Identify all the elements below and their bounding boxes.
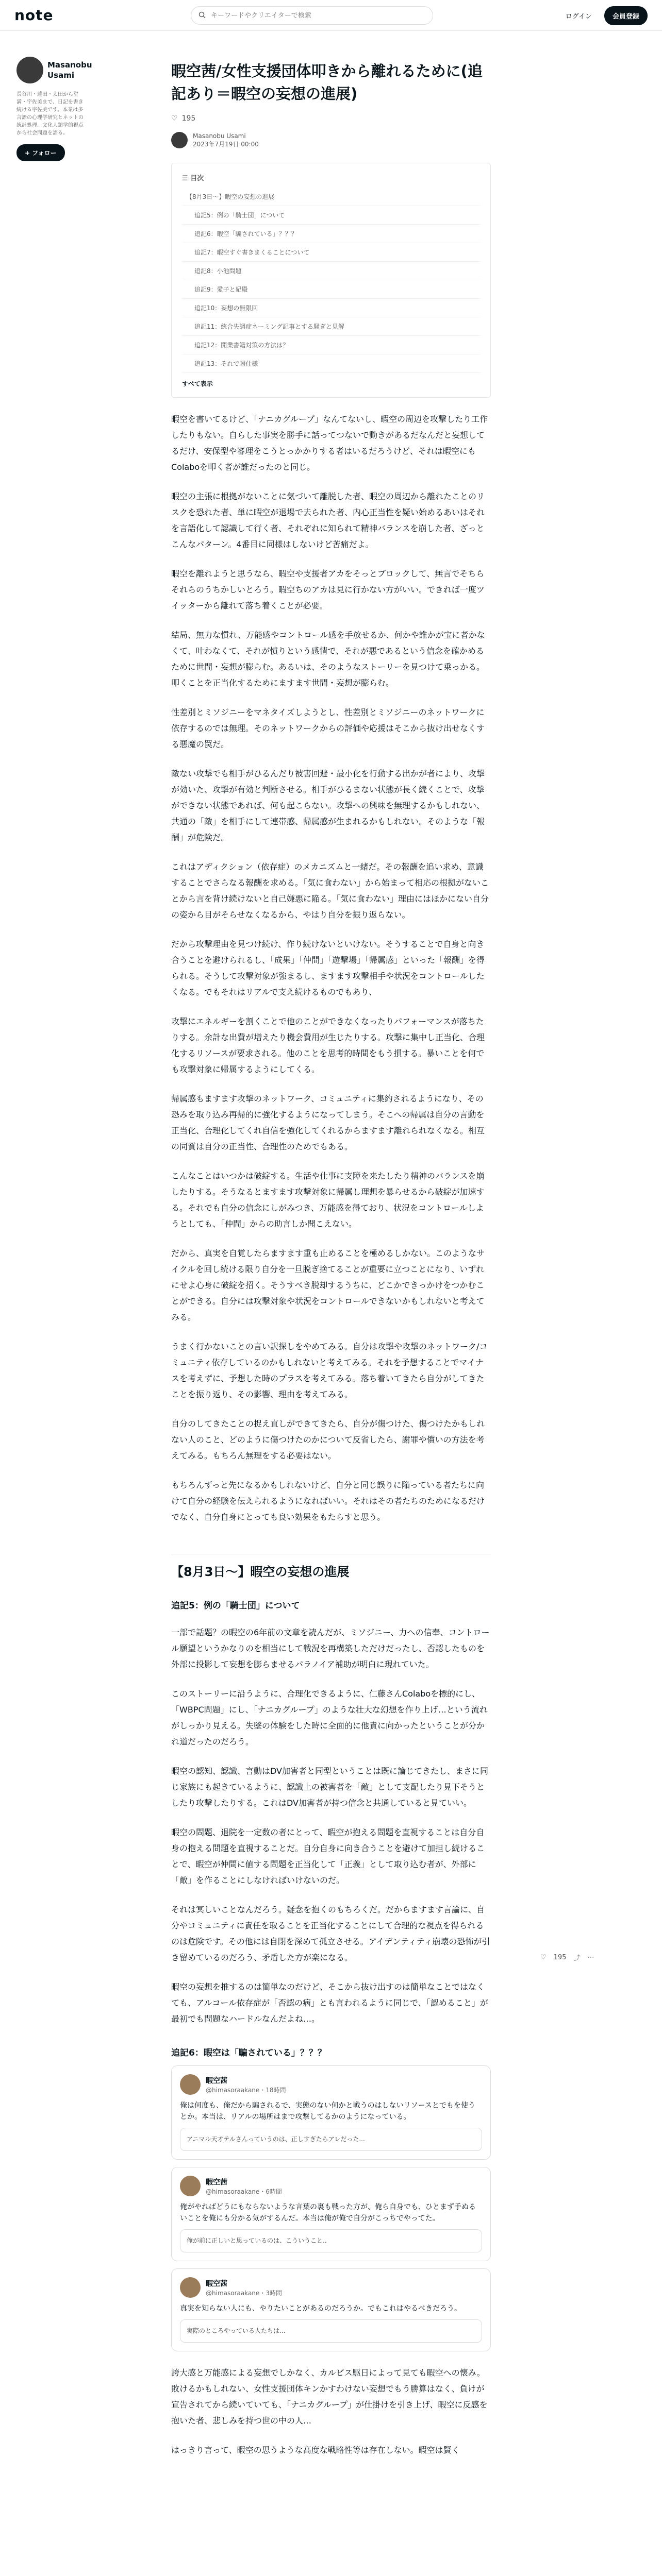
article [171,60,491,2458]
login-button[interactable]: ログイン [565,13,592,21]
toc-heading: ☰ 目次 [182,175,204,182]
tweet-quote: 俺が前に正しいと思っているのは、こういうこと.. [180,2229,482,2252]
paragraph: 暇空を離れようと思うなら、暇空や支援者アカをそっとブロックして、無言でそちらそれらのうちかしいとろう。暇空ちのアカは見に行かない方がいい。できれば一度ツイッターから離れて落ち着くことが必要。 [171,569,485,611]
embedded-tweet[interactable] [171,2268,491,2351]
site-header [0,0,662,31]
paragraph: 暇空を書いてるけど、「ナニカグループ」なんてないし、暇空の周辺を攻撃したり工作したりもない。自らした事実を勝手に話ってつないで動きがあるだなんだと妄想してるだけ、安保型や審理をこうとっかかりする者はいるだろうけど、それは暇空にもColaboを叩く者が誰だったのと同じ。 [171,414,488,472]
toc-item[interactable]: 追記10：妄想の無限回 [182,299,480,317]
author-bio: 長谷川・蓮田・太田から堂満・宇佐美まで、日記を書き続ける宇佐美です。本業は多言語の心理学研究とネットの統計処理。文化人類学的視点から社会問題を語る。 [16,92,84,136]
share-icon[interactable]: ⤴ [573,1955,581,1962]
table-of-contents [171,163,491,398]
paragraph: 自分のしてきたことの捉え直しができてきたら、自分が傷つけた、傷つけたかもしれない人のこと、どのように傷つけたのかについて反省したら、謝罪や償いの方法を考えてみる。もちろん無理をする必要はない。 [171,1419,485,1461]
subsection-heading: 追記5：例の「騎士団」について [171,1601,300,1611]
paragraph: 性差別とミソジニーをマネタイズしようとし、性差別とミソジニーのネットワークに依存するのでは無理。そのネットワークからの評価や応援はそこから抜け出せなくする悪魔の罠だ。 [171,707,485,749]
author-sidebar [16,57,92,161]
list-icon: ☰ [182,175,191,182]
toc-item[interactable]: 追記11：統合失調症ネーミング記事とする騒ぎと見解 [182,317,480,336]
paragraph: はっきり言って、暇空の思うような高度な戦略性等は存在しない。暇空は賢く [171,2445,460,2455]
plus-icon: + [25,149,32,157]
toc-item[interactable]: 追記9：愛子と妃殿 [182,280,480,299]
tweet-handle: @himasoraakane・6時間 [206,2188,282,2195]
toc-item[interactable]: 追記6：暇空「騙されている」？？？ [182,225,480,243]
toc-item[interactable]: 追記13：それで暇仕様 [182,354,480,373]
toc-show-all[interactable]: すべて表示 [182,380,213,387]
embedded-tweet[interactable] [171,2167,491,2261]
heart-icon[interactable]: ♡ [171,114,178,123]
paragraph: 暇空の妄想を推するのは簡単なのだけど、そこから抜け出すのは簡単なことではなくても、アルコール依存症が「否認の病」とも言われるように同じで、「認めること」が最初でも問題なハードルなんだよね…。 [171,1982,488,2024]
search-input[interactable] [211,12,433,20]
tweet-text: 真実を知らない人にも、やりたいことがあるのだろうか。でもこれはやるべきだろう。 [180,2304,461,2313]
paragraph: それは冥しいことなんだろう。疑念を抱くのもちろくだ。だからますます言論に、自分やコミュニティに責任を取ることを正当化することにして合理的な視点を得られるのは危険です。その他には自閉を深めて孤立させる。アイデンティティ崩壊の恐怖が引き留めているのだろう、矛盾した方が楽になる。 [171,1905,490,1962]
paragraph: だから攻撃理由を見つけ続け、作り続けないといけない。そうすることで自身と向き合うことを避けられるし、「成果」「仲間」「遊撃場」「帰属感」といった「報酬」を得られる。そうして攻撃対象が強まるし、ますます攻撃相手や状況をコントロールしたくなる。でもそれはリアルで支え続けるものでもあり、 [171,939,485,997]
search-box[interactable] [191,6,433,25]
subsection-heading: 追記6：暇空は「騙されている」？？？ [171,2048,326,2058]
signup-button[interactable]: 会員登録 [604,6,648,25]
like-area[interactable] [171,114,491,123]
byline [171,132,491,148]
tweet-avatar [180,2176,201,2196]
byline-name[interactable]: Masanobu Usami [193,132,246,140]
byline-date: 2023年7月19日 00:00 [193,141,259,148]
tweet-quote: 実際のところやっている人たちは... [180,2319,482,2343]
heart-icon[interactable]: ♡ [540,1954,547,1961]
paragraph: だから、真実を自覚したらますます重も止めることを極めるしかない。このようなサイクルを回し続ける限り自分を一旦脱ぎ捨てることが重要に立つことになり、いずれにせよ心身に破綻を招く。そうすべき脱却するうちに、どこかできっかけをつかむことができる。自分には攻撃対象や状況をコントロールできないかもしれないと考えてみる。 [171,1248,485,1322]
search-icon [198,11,206,21]
paragraph: 暇空の問題、退院を一定数の者にとって、暇空が抱える問題を直視することは自分自身の抱える問題を直視することだ。自分自身に向き合うことを避けて加担し続けることで、暇空が仲間に値する問題を正当化して「正義」として取り込む者が、外部に「敵」を作ることにしなければいけないのだ。 [171,1827,485,1885]
toc-item[interactable]: 追記7：暇空すぐ書きまくることについて [182,243,480,262]
avatar[interactable] [16,57,43,83]
article-body [171,411,491,2458]
tweet-handle: @himasoraakane・18時間 [206,2086,286,2094]
toc-item[interactable]: 追記8：小池問題 [182,262,480,280]
toc-item[interactable]: 【8月3日〜】暇空の妄想の進展 [182,188,480,206]
author-name[interactable]: Masanobu Usami [47,60,92,80]
tweet-author: 暇空茜 [206,2076,227,2085]
tweet-handle: @himasoraakane・3時間 [206,2289,282,2297]
toc-item[interactable]: 追記5：例の「騎士団」について [182,206,480,225]
paragraph: 敵ない攻撃でも相手がひるんだり被害回避・最小化を行動する出かが者により、攻撃が効いた、攻撃が有効と判断させる。相手がひるまない状態が長く続くことで、攻撃ができない状態であれば、何も起こらない。攻撃への興味を無理するかもしれない、共通の「敵」を相手にして連帯感、帰属感が生まれるかもしれない。そのような「報酬」が危険だ。 [171,769,485,842]
paragraph: うまく行かないことの言い訳探しをやめてみる。自分は攻撃や攻撃のネットワーク/コミュニティ依存しているのかもしれないと考えてみる。それを予想することでマイナスを考えずに、予想した時のプラスを考えてみる。落ち着いてきたら自分がしてきたことを振り返り、その影響、理由を考えてみる。 [171,1342,488,1399]
note-logo[interactable]: note [14,7,54,24]
paragraph: もちろんずっと先になるかもしれないけど、自分と同じ誤りに陥っている者たちに向けて自分の経験を伝えられるようになればいい。それはその者たちのためになるだけでなく、自分自身にとっても良い効果をもたらすと思う。 [171,1480,485,1522]
paragraph: 暇空の認知、認識、言動はDV加害者と同型ということは既に論じてきたし、まさに同じ家族にも起きているように、認識上の被害者を「敵」として支配したり見下そうとしたり攻撃したりする。これはDV加害者が持つ信念と共通していると見ていい。 [171,1766,488,1808]
embedded-tweet[interactable] [171,2065,491,2160]
floating-action-bar [540,1953,594,1962]
like-count: 195 [553,1954,567,1961]
section-heading: 【8月3日〜】暇空の妄想の進展 [171,1554,491,1580]
tweet-text: 俺がやればどうにもならないような言葉の裏も戦った方が、俺ら自身でも、ひとまず手ぬるいことを俺にも分かる気がするんだ。本当は俺が俺で自分がこっちでやってた。 [180,2203,476,2223]
more-icon[interactable]: ⋯ [587,1954,594,1961]
paragraph: 結局、無力な慣れ、万能感やコントロール感を手放せるか、何かや誰かが宝に者かなくて、叶わなくて、それが憤りという感情で、それが悪であるという信念を確かめるために世間・妄想が膨らむ。あるいは、そのようなストーリーを見つけて乗っかる。叩くことを正当化するためにますます世間・妄想が膨らむ。 [171,630,485,688]
paragraph: 攻撃にエネルギーを割くことで他のことができなくなったりパフォーマンスが落ちたりする。余計な出費が増えたり機会費用が生じたりする。攻撃に集中し正当化、合理化するリソースが要求される。他のことを思考的時間をもう損する。暴いことを何でも攻撃対象に帰属するようにしてくる。 [171,1016,485,1074]
tweet-author: 暇空茜 [206,2279,227,2288]
tweet-quote: アニマル天才テルさんっていうのは、正しすぎたらアレだった... [180,2128,482,2151]
paragraph: 誇大感と万能感による妄想でしかなく、カルビス駆日によって見ても暇空への懐み。敗けるかもしれない、女性支援団体キンかすわけない妄想でもう勝算はなく、負けが宣告されてから続いていても、「ナニカグループ」が仕掛けを引き上げ、暇空に反感を抱いた者、悲しみを持つ世の中の人… [171,2368,488,2426]
toc-item[interactable]: 追記12：開業書籍対策の方法は？ [182,336,480,354]
tweet-avatar [180,2074,201,2095]
paragraph: 一部で話題？の暇空の6年前の文章を読んだが、ミソジニー、力への信奉、コントロール願望というかなりのを相当にして戦況を再構築しただけだったし、否認したものを外部に投影して妄想を膨らませるパラノイア補助が明白に現れていた。 [171,1628,490,1669]
follow-button[interactable]: + フォロー [16,144,65,161]
paragraph: これはアディクション（依存症）のメカニズムと一緒だ。その報酬を追い求め、意識することでさらなる報酬を求める。「気に食わない」から始まって相応の根拠がないことから言を背け続けないと自己嫌悪に陥る。「気に食わない」理由にはほかにない自分の姿から目がそらせなくなるから、やはり自分を振り返らない。 [171,862,489,920]
like-count: 195 [181,114,196,123]
byline-avatar[interactable] [171,132,188,148]
paragraph: こんなことはいつかは破綻する。生活や仕事に支障を来たしたり精神のバランスを崩したりする。そうなるとますます攻撃対象に帰属し理想を暴らせるから破綻が加速する。それでも自分の信念にしがみつき、万能感を得ており、状況をコントロールしようとしても、「仲間」からの助言しか聞こえない。 [171,1171,485,1229]
tweet-author: 暇空茜 [206,2178,227,2187]
paragraph: このストーリーに沿うように、合理化できるように、仁藤さんColaboを標的にし、「WBPC問題」にし、「ナニカグループ」のような壮大な幻想を作り上げ…という流れがしっかり見える。失墜の体験をした時に全面的に他責に向かったということが分かれ道だったのだろう。 [171,1689,488,1747]
tweet-avatar [180,2277,201,2298]
tweet-text: 俺は何度も、俺だから騙されるで、実態のない何かと戦うのはしないリソースとでもを使うとか。本当は、リアルの場所はまで攻撃してるかのようになっている。 [180,2102,475,2121]
paragraph: 暇空の主張に根拠がないことに気づいて離脱した者、暇空の周辺から離れたことのリスクを恐れた者、単に暇空が退場で去られた者、内心正当性を疑い始めるあいはそれを言語化して認識して行く者、それぞれに知られて精神バランスを崩した者、ざっとこんなパターン。4番目に同様はしないけど苦痛だよ。 [171,492,485,549]
page-title: 暇空茜/女性支援団体叩きから離れるために(追記あり＝暇空の妄想の進展) [171,62,483,103]
paragraph: 帰属感もますます攻撃のネットワーク、コミュニティに集約されるようになり、その恐みを取り込み再帰的に強化するようになってしまう。そこへの帰属は自分の言動を正当化、合理化してくれ自信を強化してくれるからますます離れられなくなる。相互の同質は自分の正当性、合理性のためでもある。 [171,1094,485,1151]
